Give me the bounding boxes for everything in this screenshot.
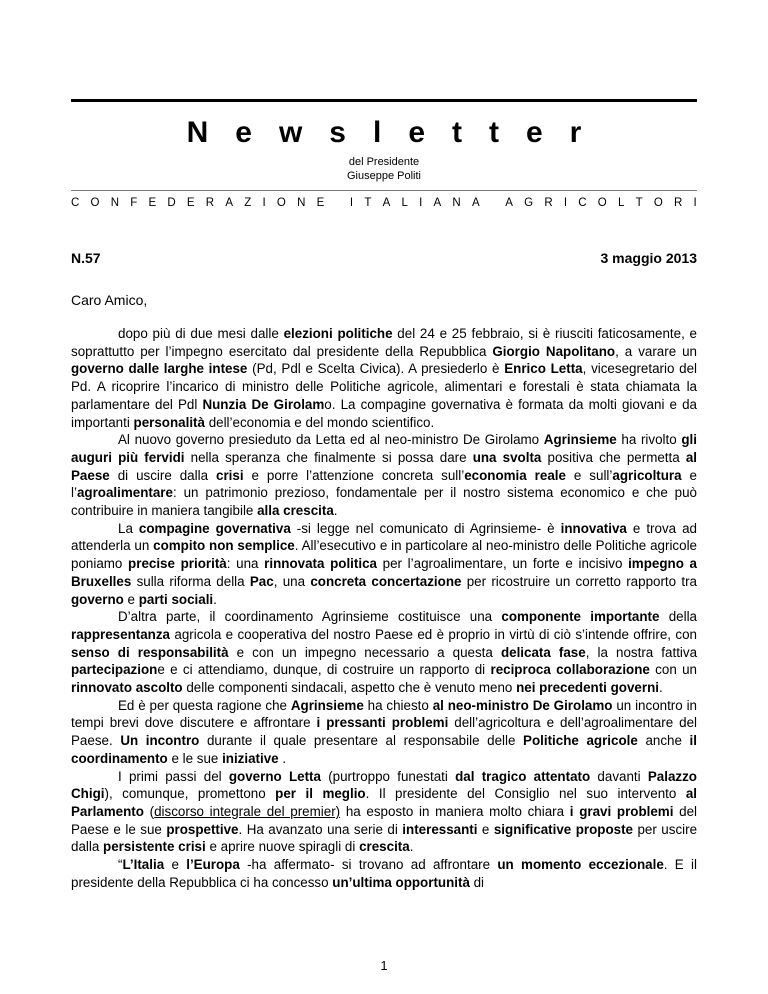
text-run: della (659, 609, 698, 625)
paragraph (71, 520, 697, 609)
text-run: e porre l’attenzione concreta sull’ (243, 467, 465, 483)
text-run: con un (649, 662, 697, 678)
text-run: , vicesegretario del Pd. A ricoprire l’incarico di ministro delle Politiche agricole, alimentari e forestali è stata chiamata la parlamentare del Pdl (71, 361, 698, 412)
bold-text: Nunzia De Girolam (202, 396, 325, 412)
bold-text: Politiche agricole (523, 733, 638, 749)
text-run: . Il presidente del Consiglio nel suo intervento (365, 786, 686, 802)
underlined-link[interactable]: discorso integrale del premier) (154, 803, 341, 819)
organization-letter: I (693, 197, 697, 209)
bold-text: il coordinamento (71, 733, 697, 766)
bold-text: partecipazion (71, 662, 158, 678)
bold-text: Palazzo Chigi (71, 768, 697, 802)
bold-text: l’Europa (186, 857, 240, 873)
bold-text: compito non semplice (153, 538, 295, 554)
paragraph (71, 697, 697, 768)
text-run: Al nuovo governo presieduto da Letta ed al neo-ministro De Girolamo (118, 432, 544, 448)
text-run: anche (637, 733, 690, 749)
text-run: . Ha avanzato una serie di (238, 821, 403, 837)
bold-text: dal tragico attentato (455, 768, 591, 784)
bold-text: rinnovata politica (264, 556, 377, 572)
text-run: e e ci attendiamo, dunque, di costruire un rapporto di (157, 662, 491, 678)
text-run: e (477, 821, 494, 837)
text-run: e (123, 591, 139, 607)
text-run: positiva che permetta (541, 449, 686, 465)
text-run: e con un impegno necessario a questa (228, 644, 501, 660)
text-run: e l’ (71, 467, 697, 501)
organization-letter: C (578, 197, 587, 209)
bold-text: rappresentanza (71, 626, 170, 642)
organization-letter: N (452, 197, 461, 209)
bold-text: Agrinsieme (543, 432, 617, 448)
text-run: . All’esecutivo e in particolare al neo-ministro delle Politiche agricole poniamo (71, 538, 697, 572)
text-run: I primi passi del (118, 768, 229, 784)
bold-text: gli auguri più fervidi (71, 432, 697, 465)
text-run: nella speranza che finalmente si possa dare (184, 449, 473, 465)
header-top-rule (71, 99, 697, 102)
paragraph (71, 856, 697, 891)
bold-text: Agrinsieme (290, 697, 364, 713)
organization-letter: N (297, 197, 306, 209)
bold-text: i gravi problemi (569, 803, 674, 819)
organization-letter: L (401, 197, 408, 209)
text-run: , a varare un (615, 343, 697, 359)
header-divider (71, 190, 697, 191)
bold-text: agricoltura (612, 467, 682, 483)
bold-text: compagine governativa (138, 520, 291, 536)
newsletter-title: Newsletter (186, 116, 609, 149)
bold-text: nei precedenti governi (516, 680, 659, 696)
text-run: . (213, 591, 217, 607)
text-run: e trova ad attenderla un (71, 520, 697, 554)
text-run: . (278, 750, 287, 766)
paragraph (71, 325, 697, 431)
page-number: 1 (380, 958, 388, 973)
paragraph (71, 431, 697, 520)
bold-text: al Paese (71, 449, 698, 483)
bold-text: al neo-ministro De Girolamo (432, 697, 613, 713)
text-run: durante il quale presentare al responsabile delle (199, 733, 524, 749)
bold-text: senso di responsabilità (71, 644, 229, 660)
bold-text: al Parlamento (71, 786, 697, 819)
bold-text: governo Letta (228, 768, 321, 784)
organization-letter: O (653, 197, 663, 209)
text-run: dopo più di due mesi dalle (118, 326, 284, 341)
text-run: del Paese e le sue (71, 803, 697, 837)
text-run: . (333, 503, 338, 519)
bold-text: i pressanti problemi (316, 715, 449, 731)
paragraph (71, 768, 697, 857)
text-run: delle componenti sindacali, aspetto che è venuto meno (182, 680, 517, 696)
text-run: o. La compagine governativa è formata da molti giovani e da importanti (71, 396, 697, 430)
text-run: sulla riforma della (131, 573, 250, 589)
text-run: “ (118, 857, 123, 873)
text-run: ha rivolto (616, 432, 682, 448)
bold-text: delicata fase (500, 644, 586, 660)
organization-letter: T (364, 197, 372, 209)
organization-letter: R (205, 197, 215, 209)
bold-text: un momento eccezionale (497, 857, 664, 873)
bold-text: alla crescita (257, 503, 334, 519)
bold-text: significative proposte (493, 821, 634, 837)
greeting: Caro Amico, (71, 292, 148, 308)
organization-letter: O (276, 197, 286, 209)
organization-letter: A (225, 197, 233, 209)
text-run: agricola e cooperativa del nostro Paese ed è proprio in virtù di ciò s’intende offrire, con (169, 626, 697, 642)
organization-space (335, 197, 338, 209)
bold-text: impegno a Bruxelles (71, 556, 697, 589)
text-run: . (409, 839, 414, 855)
bold-text: concreta concertazione (310, 573, 462, 589)
text-run: ), comunque, promettono (104, 786, 276, 802)
organization-letter: T (635, 197, 643, 209)
organization-letter: A (505, 197, 513, 209)
subtitle-name: Giuseppe Politi (347, 170, 421, 182)
bold-text: crisi (216, 467, 244, 483)
bold-text: elezioni politiche (283, 326, 393, 341)
organization-letter: E (186, 197, 195, 209)
text-run: per uscire dalla (71, 821, 698, 855)
text-run: e aprire nuove spiragli di (205, 839, 360, 855)
organization-letter: N (110, 197, 120, 209)
bold-text: reciproca collaborazione (490, 662, 650, 678)
bold-text: per il meglio (275, 786, 366, 802)
bold-text: iniziative (222, 750, 279, 766)
organization-letter: G (524, 197, 534, 209)
bold-text: precise priorità (128, 556, 227, 572)
organization-letter: R (674, 197, 683, 209)
organization-letter: I (349, 197, 354, 209)
bold-text: una svolta (472, 449, 542, 465)
letter-body (71, 325, 697, 892)
text-run: ( (143, 803, 155, 819)
organization-letter: E (148, 197, 157, 209)
text-run: , la nostra fattiva (585, 644, 698, 660)
text-run: dell’economia e del mondo scientifico. (204, 414, 435, 430)
organization-letter: O (597, 197, 607, 209)
organization-letter: I (563, 197, 568, 209)
bold-text: innovativa (560, 520, 627, 536)
organization-letter: R (544, 197, 553, 209)
text-run: del 24 e 25 febbraio, si è riusciti faticosamente, e soprattutto per l’impegno esercitato dal presidente della Repubblica (71, 326, 698, 359)
text-run: D’altra parte, il coordinamento Agrinsieme costituisce una (118, 609, 502, 625)
text-run: . (658, 680, 663, 696)
organization-letter: A (471, 197, 480, 209)
bold-text: Pac (249, 573, 274, 589)
bold-text: componente importante (501, 609, 660, 625)
organization-letter: I (419, 197, 423, 209)
organization-letter: A (433, 197, 442, 209)
text-run: . E il presidente della Repubblica ci ha concesso (71, 857, 697, 890)
subtitle-role: del Presidente (348, 156, 420, 168)
text-run: di (469, 874, 485, 890)
text-run: davanti (590, 768, 648, 784)
paragraph (71, 608, 697, 697)
bold-text: rinnovato ascolto (71, 680, 183, 696)
text-run: e le sue (167, 750, 223, 766)
bold-text: Un incontro (120, 733, 200, 749)
bold-text: Giorgio Napolitano (492, 343, 616, 359)
bold-text: persistente crisi (103, 839, 206, 855)
text-run: (purtroppo funestati (320, 768, 456, 784)
organization-name (71, 197, 697, 209)
organization-letter: E (316, 197, 325, 209)
text-run: ha chiesto (363, 697, 433, 713)
organization-letter: Z (244, 197, 252, 209)
bold-text: economia reale (464, 467, 566, 483)
text-run: un incontro in tempi brevi dove discutere e affrontare (71, 697, 698, 731)
bold-text: personalità (133, 414, 205, 430)
text-run: : una (226, 556, 265, 572)
organization-letter: C (71, 197, 80, 209)
text-run: e (164, 857, 187, 873)
bold-text: Enrico Letta (504, 361, 583, 377)
text-run: dell’agricoltura e dell’agroalimentare del Paese. (71, 715, 698, 749)
bold-text: L’Italia (122, 857, 165, 873)
organization-letter: O (90, 197, 100, 209)
bold-text: interessanti (402, 821, 478, 837)
organization-letter: D (167, 197, 176, 209)
organization-letter: L (617, 197, 625, 209)
bold-text: governo dalle larghe intese (71, 361, 248, 377)
bold-text: parti sociali (138, 591, 214, 607)
organization-letter: F (130, 197, 138, 209)
text-run: -si legge nel comunicato di Agrinsieme- è (290, 520, 561, 536)
issue-number: N.57 (71, 250, 101, 266)
text-run: -ha affermato- si trovano ad affrontare (239, 857, 498, 873)
text-run: per l’agroalimentare, un forte e incisivo (376, 556, 629, 572)
text-run: La (118, 520, 139, 536)
text-run: e sull’ (565, 467, 613, 483)
text-run: : un patrimonio prezioso, fondamentale per il nostro sistema economico e che può contribuire in maniera tangibile (71, 485, 697, 519)
bold-text: prospettive (166, 821, 239, 837)
text-run: , una (273, 573, 311, 589)
text-run: per ricostruire un corretto rapporto tra (461, 573, 697, 589)
text-run: Ed è per questa ragione che (118, 697, 291, 713)
text-run: ha esposto in maniera molto chiara (340, 803, 570, 819)
bold-text: governo (71, 591, 124, 607)
bold-text: agroalimentare (76, 485, 173, 501)
issue-date: 3 maggio 2013 (600, 250, 697, 266)
bold-text: un’ultima opportunità (332, 874, 470, 890)
organization-space (491, 197, 494, 209)
bold-text: crescita (359, 839, 410, 855)
text-run: (Pd, Pdl e Scelta Civica). A presiederlo è (247, 361, 505, 377)
text-run: di uscire dalla (109, 467, 216, 483)
organization-letter: I (262, 197, 266, 209)
organization-letter: A (382, 197, 391, 209)
